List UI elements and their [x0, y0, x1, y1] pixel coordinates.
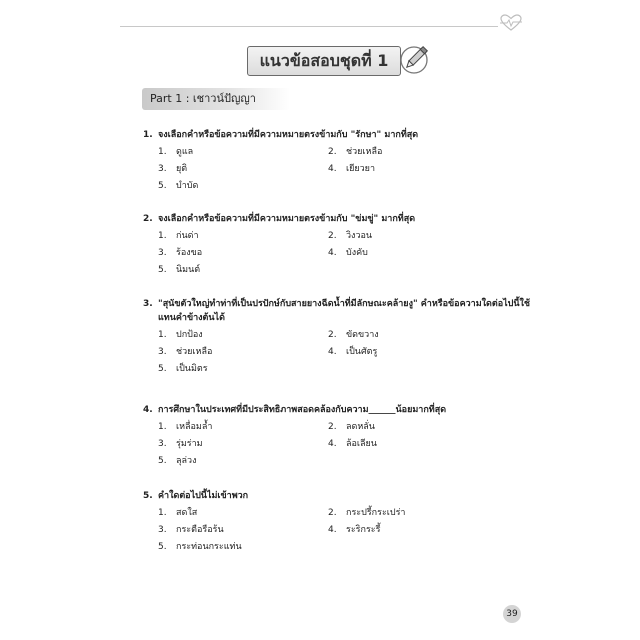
option-text: สดใส	[176, 508, 198, 518]
section-banner: Part 1 : เชาวน์ปัญญา	[142, 88, 290, 110]
question-text: คำใดต่อไปนี้ไม่เข้าพวก	[158, 491, 249, 501]
option-text: ร้องขอ	[176, 248, 203, 258]
option-number: 4.	[328, 164, 337, 174]
option-number: 1.	[158, 508, 167, 518]
option-text: ก่นด่า	[176, 231, 199, 241]
option-number: 5.	[158, 542, 167, 552]
option-3	[158, 438, 328, 451]
option-text: วิงวอน	[346, 231, 373, 241]
question-number: 5.	[143, 491, 153, 501]
question-1	[143, 128, 543, 193]
question-number: 3.	[143, 299, 153, 309]
option-text: ช่วยเหลือ	[346, 147, 383, 157]
option-text: ยุติ	[176, 164, 188, 174]
option-number: 3.	[158, 439, 167, 449]
option-number: 4.	[328, 525, 337, 535]
option-number: 3.	[158, 248, 167, 258]
option-1	[158, 329, 328, 342]
page-number: 39	[503, 605, 521, 623]
option-number: 2.	[328, 508, 337, 518]
question-number: 1.	[143, 130, 153, 140]
option-number: 1.	[158, 422, 167, 432]
option-5	[158, 455, 328, 468]
option-2	[328, 230, 498, 243]
option-number: 5.	[158, 181, 167, 191]
page-title: แนวข้อสอบชุดที่ 1	[247, 46, 401, 76]
option-number: 1.	[158, 147, 167, 157]
option-5	[158, 264, 328, 277]
header-rule	[120, 26, 498, 27]
option-text: บังคับ	[346, 248, 368, 258]
pencil-icon	[398, 40, 434, 76]
option-text: ระริกระรี้	[346, 525, 381, 535]
option-1	[158, 146, 328, 159]
option-3	[158, 163, 328, 176]
option-3	[158, 346, 328, 359]
option-4	[328, 438, 498, 451]
question-3	[143, 297, 543, 376]
option-text: ขัดขวาง	[346, 330, 379, 340]
option-5	[158, 363, 328, 376]
option-number: 2.	[328, 231, 337, 241]
question-5	[143, 489, 543, 554]
option-number: 1.	[158, 231, 167, 241]
option-text: ปกป้อง	[176, 330, 203, 340]
option-number: 4.	[328, 347, 337, 357]
option-1	[158, 230, 328, 243]
option-number: 2.	[328, 422, 337, 432]
option-number: 5.	[158, 364, 167, 374]
option-4	[328, 247, 498, 260]
option-text: ช่วยเหลือ	[176, 347, 213, 357]
option-text: ลุล่วง	[176, 456, 197, 466]
question-number: 2.	[143, 214, 153, 224]
heart-rate-icon	[500, 14, 522, 32]
option-number: 3.	[158, 347, 167, 357]
option-text: ล้อเลียน	[346, 439, 377, 449]
option-text: รุ่มร่าม	[176, 439, 203, 449]
option-4	[328, 524, 498, 537]
option-4	[328, 163, 498, 176]
question-2	[143, 212, 543, 277]
option-text: บำบัด	[176, 181, 199, 191]
question-text: "สุนัขตัวใหญ่ทำท่าที่เป็นปรปักษ์กับสายยางฉีดน้ำที่มีลักษณะคล้ายงู" คำหรือข้อความใดต่อไปนี้ใช้แทนคำข้างต้นได้	[158, 299, 531, 323]
option-number: 3.	[158, 525, 167, 535]
option-2	[328, 421, 498, 434]
question-text: การศึกษาในประเทศที่มีประสิทธิภาพสอดคล้องกับความ______น้อยมากที่สุด	[158, 405, 447, 415]
option-number: 3.	[158, 164, 167, 174]
option-number: 5.	[158, 265, 167, 275]
option-text: เยียวยา	[346, 164, 376, 174]
option-2	[328, 507, 498, 520]
option-1	[158, 507, 328, 520]
option-number: 2.	[328, 147, 337, 157]
option-5	[158, 180, 328, 193]
option-text: ลดหลั่น	[346, 422, 375, 432]
question-text: จงเลือกคำหรือข้อความที่มีความหมายตรงข้ามกับ "รักษา" มากที่สุด	[158, 130, 419, 140]
option-text: ดูแล	[176, 147, 194, 157]
option-number: 1.	[158, 330, 167, 340]
option-number: 5.	[158, 456, 167, 466]
option-text: เป็นมิตร	[176, 364, 208, 374]
question-number: 4.	[143, 405, 153, 415]
option-2	[328, 329, 498, 342]
option-3	[158, 247, 328, 260]
option-5	[158, 541, 328, 554]
option-3	[158, 524, 328, 537]
question-4	[143, 403, 543, 468]
option-1	[158, 421, 328, 434]
option-2	[328, 146, 498, 159]
option-number: 2.	[328, 330, 337, 340]
option-text: เหลื่อมล้ำ	[176, 422, 213, 432]
option-text: กระตือรือร้น	[176, 525, 224, 535]
option-text: เป็นศัตรู	[346, 347, 378, 357]
question-text: จงเลือกคำหรือข้อความที่มีความหมายตรงข้ามกับ "ข่มขู่" มากที่สุด	[158, 214, 416, 224]
option-text: กระปรี้กระเปร่า	[346, 508, 406, 518]
option-text: กระท่อนกระแท่น	[176, 542, 242, 552]
option-number: 4.	[328, 248, 337, 258]
option-number: 4.	[328, 439, 337, 449]
option-4	[328, 346, 498, 359]
option-text: นิมนต์	[176, 265, 201, 275]
